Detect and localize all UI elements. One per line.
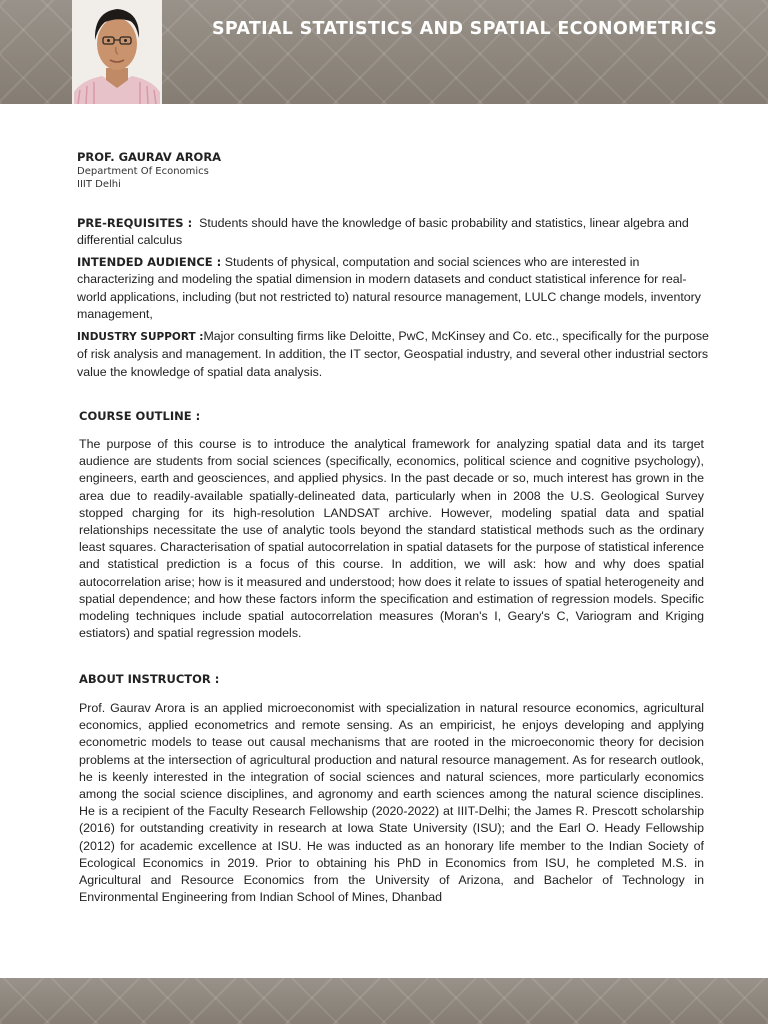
intended-audience [77,254,713,324]
audience-text: Students of physical, computation and social sciences who are interested in characterizing and modeling the spatial dimension in modern datasets and conduct statistical inference for real-world applications, including (but not restricted to) natural resource management, LULC change models, inventory management, [77,255,701,322]
professor-photo [72,0,162,104]
person-photo-icon [72,0,162,104]
about-instructor-text: Prof. Gaurav Arora is an applied microeconomist with specialization in natural resource economics, agricultural economics, applied econometrics and remote sensing. As an empiricist, he enjoys developing and applying econometric models to tease out causal mechanisms that are rooted in the microeconomic theory for decision problems at the intersection of agricultural production and natural resource management. As for research outlook, he is keenly interested in the integration of social sciences and natural sciences, more particularly economics among the social science disciplines, and agronomy and earth sciences among the natural science disciplines. He is a recipient of the Faculty Research Fellowship (2020-2022) at IIIT-Delhi; the James R. Prescott scholarship (2016) for outstanding creativity in research at Iowa State University (ISU); and the Earl O. Heady Fellowship (2012) for academic excellence at ISU. He was inducted as an honorary life member to the Indian Society of Ecological Economics in 2019. Prior to obtaining his PhD in Economics from ISU, he completed M.S. in Agricultural and Resource Economics from the University of Arizona, and Bachelor of Technology in Environmental Engineering from Indian School of Mines, Dhanbad [79,701,704,905]
about-instructor-heading: ABOUT INSTRUCTOR : [79,672,220,686]
course-outline-heading: COURSE OUTLINE : [79,409,201,423]
prerequisites-label: PRE-REQUISITES : [77,216,193,230]
industry-support [77,328,713,381]
industry-text: Major consulting firms like Deloitte, PwC, McKinsey and Co. etc., specifically for the purpose of risk analysis and management. In addition, the IT sector, Geospatial industry, and several other industrial sectors value the knowledge of spatial data analysis. [77,329,709,379]
course-outline-text: The purpose of this course is to introduce the analytical framework for analyzing spatial data and its target audience are students from social sciences (specifically, economics, political science and cognitive psychology), engineers, earth and geosciences, and applied physics. In the past decade or so, much interest has grown in the area due to readily-available spatially-delineated data, particularly when in 2008 the U.S. Geological Survey stopped charging for its high-resolution LANDSAT archive. However, modeling spatial data and spatial relationships necessitate the use of analytic tools beyond the standard statistical methods such as the ordinary least squares. Characterisation of spatial autocorrelation in spatial datasets for the purpose of statistical inference and statistical prediction is a focus of this course. In addition, we will ask: how and why does spatial autocorrelation arise; how is it measured and understood; how does it relate to issues of spatial heterogeneity and spatial dependence; and how these factors inform the specification and estimation of regression models. Specific modeling techniques include spatial autocorrelation measures (Moran's I, Geary's C, Variogram and Kriging estiators) and spatial regression models. [79,437,704,641]
audience-label: INTENDED AUDIENCE : [77,255,222,269]
professor-info [77,150,221,191]
professor-institute: IIIT Delhi [77,179,121,190]
industry-label: INDUSTRY SUPPORT : [77,331,204,343]
prerequisites [77,215,713,250]
prerequisites-text: Students should have the knowledge of basic probability and statistics, linear algebra and differential calculus [77,216,689,248]
professor-department: Department Of Economics [77,166,209,177]
footer-banner [0,978,768,1024]
page-title: SPATIAL STATISTICS AND SPATIAL ECONOMETRICS [212,19,718,39]
professor-name: PROF. GAURAV ARORA [77,150,222,164]
